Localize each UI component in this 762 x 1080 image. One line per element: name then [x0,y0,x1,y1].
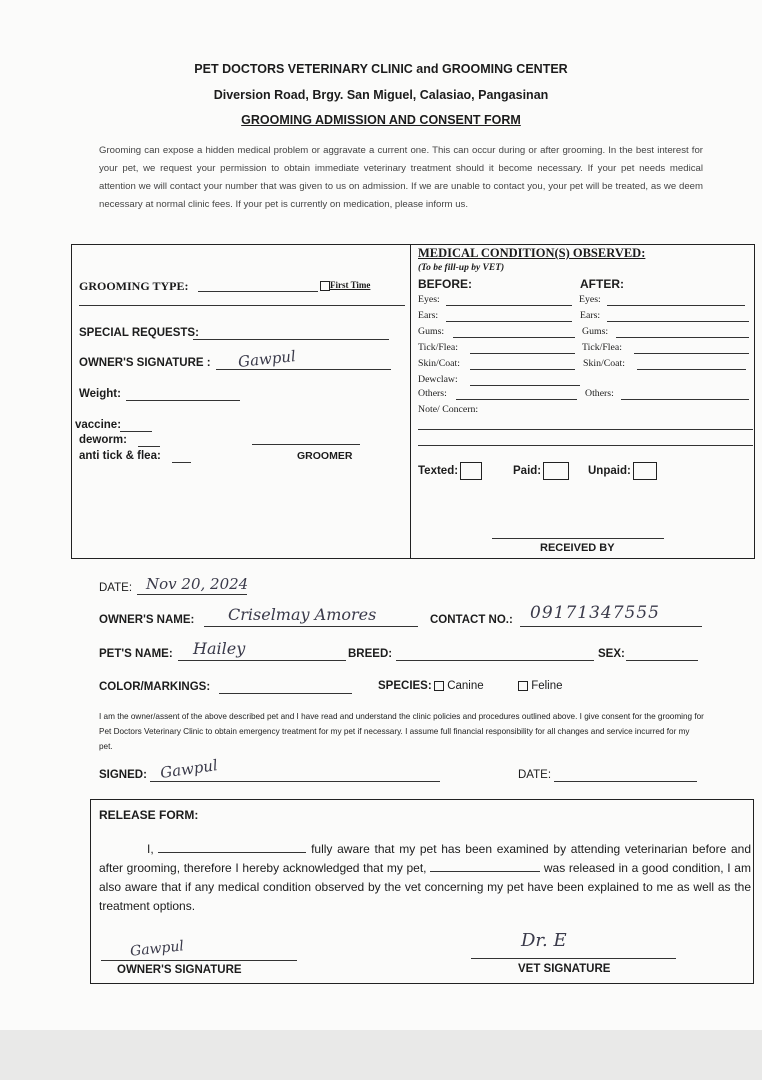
anti-tick-label: anti tick & flea: [79,450,161,462]
before-eyes-label: Eyes: [418,294,440,305]
before-dewclaw-field[interactable] [470,385,580,386]
after-skin-label: Skin/Coat: [583,358,625,369]
note-line-1[interactable] [418,429,753,430]
paid-option[interactable] [513,462,569,480]
release-text-2: fully aware that my pet has been examined by attending veterinarian before and after grooming, therefore I hereby acknowledged that my pet, [99,842,751,875]
note-concern-label: Note/ Concern: [418,404,479,415]
release-paragraph [99,840,751,916]
vaccine-field[interactable] [120,431,152,432]
after-tick-field[interactable] [634,353,749,354]
breed-field[interactable] [396,660,594,661]
color-markings-field[interactable] [219,693,352,694]
before-ears-label: Ears: [418,310,439,321]
first-time-checkbox[interactable] [320,281,330,291]
unpaid-label: Unpaid: [588,465,631,478]
note-line-2[interactable] [418,445,753,446]
vet-signature-handwriting: Dr. E [521,930,567,951]
release-text-3: was released in a good condition, I am also aware that if any medical condition observed by the vet concerning my pet have been explained to me as well as the treatment options. [99,861,751,913]
anti-tick-field[interactable] [172,462,191,463]
scan-margin [0,1030,762,1080]
after-gums-label: Gums: [582,326,609,337]
release-owner-signature-label: OWNER'S SIGNATURE [117,964,242,976]
after-ears-field[interactable] [607,321,749,322]
date-field[interactable] [137,594,247,595]
after-others-field[interactable] [621,399,749,400]
before-dewclaw-label: Dewclaw: [418,374,458,385]
signed-label: SIGNED: [99,769,147,781]
owner-name-handwriting: Criselmay Amores [228,605,377,624]
before-heading: BEFORE: [418,277,472,291]
contact-label: CONTACT NO.: [430,614,513,626]
sex-field[interactable] [626,660,698,661]
signed-handwriting: Gawpul [159,756,219,782]
groomer-label: GROOMER [297,450,353,462]
before-gums-field[interactable] [453,337,575,338]
before-tick-field[interactable] [470,353,575,354]
feline-option[interactable] [518,680,563,692]
signed-field[interactable] [150,781,440,782]
pet-name-label: PET'S NAME: [99,648,173,660]
received-by-line[interactable] [492,538,664,539]
after-ears-label: Ears: [580,310,601,321]
deworm-label: deworm: [79,434,127,446]
unpaid-option[interactable] [588,462,657,480]
weight-field[interactable] [126,400,240,401]
after-eyes-field[interactable] [607,305,745,306]
pet-name-field[interactable] [178,660,346,661]
breed-label: BREED: [348,648,393,660]
grooming-type-label: GROOMING TYPE: [79,279,189,293]
after-eyes-label: Eyes: [579,294,601,305]
after-gums-field[interactable] [616,337,749,338]
first-time-option[interactable] [320,280,370,291]
canine-label: Canine [447,680,484,692]
before-gums-label: Gums: [418,326,445,337]
after-tick-label: Tick/Flea: [582,342,622,353]
paid-label: Paid: [513,465,542,478]
texted-option[interactable] [418,462,482,480]
clinic-name: PET DOCTORS VETERINARY CLINIC and GROOMING CENTER [194,62,568,76]
before-ears-field[interactable] [446,321,572,322]
canine-checkbox[interactable] [434,681,444,691]
vet-signature-label: VET SIGNATURE [518,963,611,975]
release-owner-name-field[interactable] [158,840,306,853]
unpaid-checkbox[interactable] [633,462,657,480]
release-owner-handwriting: Gawpul [129,938,185,960]
owner-name-field[interactable] [204,626,418,627]
date-handwriting: Nov 20, 2024 [146,575,249,593]
feline-label: Feline [531,680,563,692]
first-time-label: First Time [330,280,371,290]
box-divider [410,244,411,558]
sex-label: SEX: [598,648,625,660]
deworm-field[interactable] [138,446,160,447]
after-heading: AFTER: [580,277,624,291]
before-eyes-field[interactable] [446,305,572,306]
clinic-address: Diversion Road, Brgy. San Miguel, Calasiao, Pangasinan [213,88,549,102]
vet-signature-line[interactable] [471,958,676,959]
before-others-field[interactable] [456,399,577,400]
weight-label: Weight: [79,388,121,400]
owner-name-label: OWNER'S NAME: [99,614,195,626]
contact-field[interactable] [520,626,702,627]
before-skin-field[interactable] [470,369,575,370]
special-requests-field[interactable] [193,339,389,340]
color-markings-label: COLOR/MARKINGS: [99,681,211,693]
vaccine-label: vaccine: [75,419,122,431]
before-tick-label: Tick/Flea: [418,342,458,353]
release-form-title: RELEASE FORM: [99,808,199,822]
vet-only-note: (To be fill-up by VET) [418,263,505,273]
texted-label: Texted: [418,465,459,478]
consent-paragraph: I am the owner/assent of the above described pet and I have read and understand the clinic policies and procedures outlined above. I give consent for the grooming for Pet Doctors Veterinary Clinic to obtain emergency treatment for my pet if necessary. I assume full financial responsibility for all changes and service incurred for my pet. [99,712,704,751]
pet-name-handwriting: Hailey [193,639,246,658]
feline-checkbox[interactable] [518,681,528,691]
owner-signature-handwriting: Gawpul [237,347,297,371]
release-text-1: I, [147,842,154,856]
after-others-label: Others: [585,388,614,399]
before-skin-label: Skin/Coat: [418,358,460,369]
release-owner-signature-line[interactable] [101,960,297,961]
paid-checkbox[interactable] [543,462,569,480]
intro-paragraph: Grooming can expose a hidden medical problem or aggravate a current one. This can occur during or after grooming. In the best interest for your pet, we request your permission to obtain immediate veterinary treatment should it become necessary. If your pet needs medical attention we will contact your number that was given to us on admission. If we are unable to contact you, your pet will be treated, as we deem necessary at normal clinic fees. If your pet is currently on medication, please inform us. [99,145,703,210]
date-label: DATE: [99,582,133,594]
canine-option[interactable] [434,680,484,692]
medical-condition-title: MEDICAL CONDITION(S) OBSERVED: [418,246,646,260]
groomer-signature-line[interactable] [252,444,360,445]
form-title: GROOMING ADMISSION AND CONSENT FORM [241,113,521,127]
texted-checkbox[interactable] [460,462,482,480]
signed-date-label: DATE: [518,769,552,781]
special-requests-label: SPECIAL REQUESTS: [79,327,199,339]
owner-signature-label: OWNER'S SIGNATURE : [79,357,211,369]
grooming-type-field[interactable] [198,291,318,292]
received-by-label: RECEIVED BY [540,542,615,554]
grooming-type-extra-line[interactable] [79,305,405,306]
species-label: SPECIES: [378,680,432,692]
release-pet-name-field[interactable] [430,859,540,872]
before-others-label: Others: [418,388,447,399]
signed-date-field[interactable] [554,781,697,782]
after-skin-field[interactable] [637,369,746,370]
contact-handwriting: 09171347555 [530,603,660,623]
